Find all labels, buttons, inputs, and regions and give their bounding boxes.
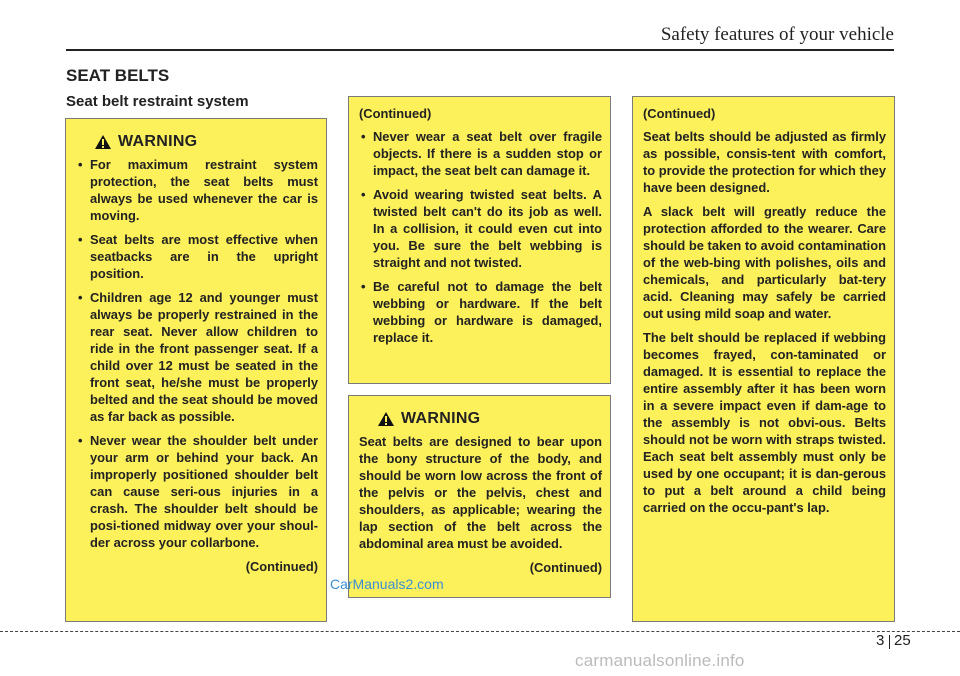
- list-item: • Seat belts are most effective when seatbacks are in the upright position.: [76, 231, 318, 282]
- warning-paragraph: Seat belts are designed to bear upon the bony structure of the body, and should be worn low across the front of the pelvis or the pelvis, chest and shoulders, as applicable; wearing the lap section of the belt across the abdominal area must be avoided.: [359, 434, 602, 551]
- list-item: • Never wear a seat belt over fragile objects. If there is a sudden stop or impact, the seat belt can damage it.: [359, 128, 602, 179]
- list-item: • Never wear the shoulder belt under your arm or behind your back. An improperly positioned shoulder belt can cause seri-ous injuries in a crash. The shoulder belt should be posi-tioned midway over your shoul-der across your collarbone.: [76, 432, 318, 551]
- continued-label: (Continued): [643, 106, 716, 121]
- chapter-number: 3: [876, 632, 885, 649]
- list-item: • Avoid wearing twisted seat belts. A twisted belt can't do its job as well. In a collision, it could even cut into you. Be sure the belt webbing is straight and not twisted.: [359, 186, 602, 271]
- section-title: SEAT BELTS: [66, 66, 170, 85]
- continued-box-belt-care: [348, 96, 611, 384]
- continued-label: (Continued): [359, 106, 432, 121]
- footer-divider: [0, 631, 960, 632]
- continued-label: (Continued): [529, 560, 602, 575]
- source-credit: carmanualsonline.info: [575, 651, 745, 670]
- warning-triangle-icon: [94, 134, 112, 150]
- warning-list: [76, 156, 318, 551]
- warning-label: WARNING: [118, 133, 198, 150]
- warning-heading: [94, 133, 318, 150]
- warning-list: [359, 128, 602, 346]
- paragraph: A slack belt will greatly reduce the protection afforded to the wearer. Care should be taken to avoid contamination of the web-bing with polishes, oils and chemicals, and particularly bat-tery acid. Cleaning may safely be carried out using mild soap and water.: [643, 204, 886, 321]
- page-header-title: Safety features of your vehicle: [660, 24, 894, 45]
- warning-label: WARNING: [401, 410, 481, 427]
- list-item: • For maximum restraint system protection, the seat belts must always be used whenever the car is moving.: [76, 156, 318, 224]
- page-number-separator: [889, 635, 890, 649]
- warning-heading: [377, 410, 602, 427]
- warning-triangle-icon: [377, 411, 395, 427]
- warning-box-bony-structure: [348, 395, 611, 598]
- list-item: • Children age 12 and younger must always be properly restrained in the rear seat. Never allow children to ride in the front passenger seat. If a child over 12 must be seated in the front seat, he/she must be properly belted and the seat should be moved as far back as possible.: [76, 289, 318, 425]
- header-divider: [66, 49, 894, 51]
- watermark-link[interactable]: CarManuals2.com: [330, 576, 444, 592]
- list-item: • Be careful not to damage the belt webbing or hardware. If the belt webbing or hardware is damaged, replace it.: [359, 278, 602, 346]
- paragraph: The belt should be replaced if webbing becomes frayed, con-taminated or damaged. It is essential to replace the entire assembly after it has been worn in a severe impact even if dam-age to the assembly is not obvi-ous. Belts should not be worn with straps twisted. Each seat belt assembly must only be used by one occupant; it is dan-gerous to put a belt around a child being carried on the occu-pant's lap.: [643, 330, 886, 515]
- warning-box-restraint: [65, 118, 327, 622]
- page-number: 25: [894, 632, 911, 649]
- paragraph: Seat belts should be adjusted as firmly as possible, consis-tent with comfort, to provide the protection for which they have been designed.: [643, 129, 886, 195]
- continued-label: (Continued): [245, 559, 318, 574]
- continued-box-adjustment: [632, 96, 895, 622]
- subsection-title: Seat belt restraint system: [66, 93, 249, 110]
